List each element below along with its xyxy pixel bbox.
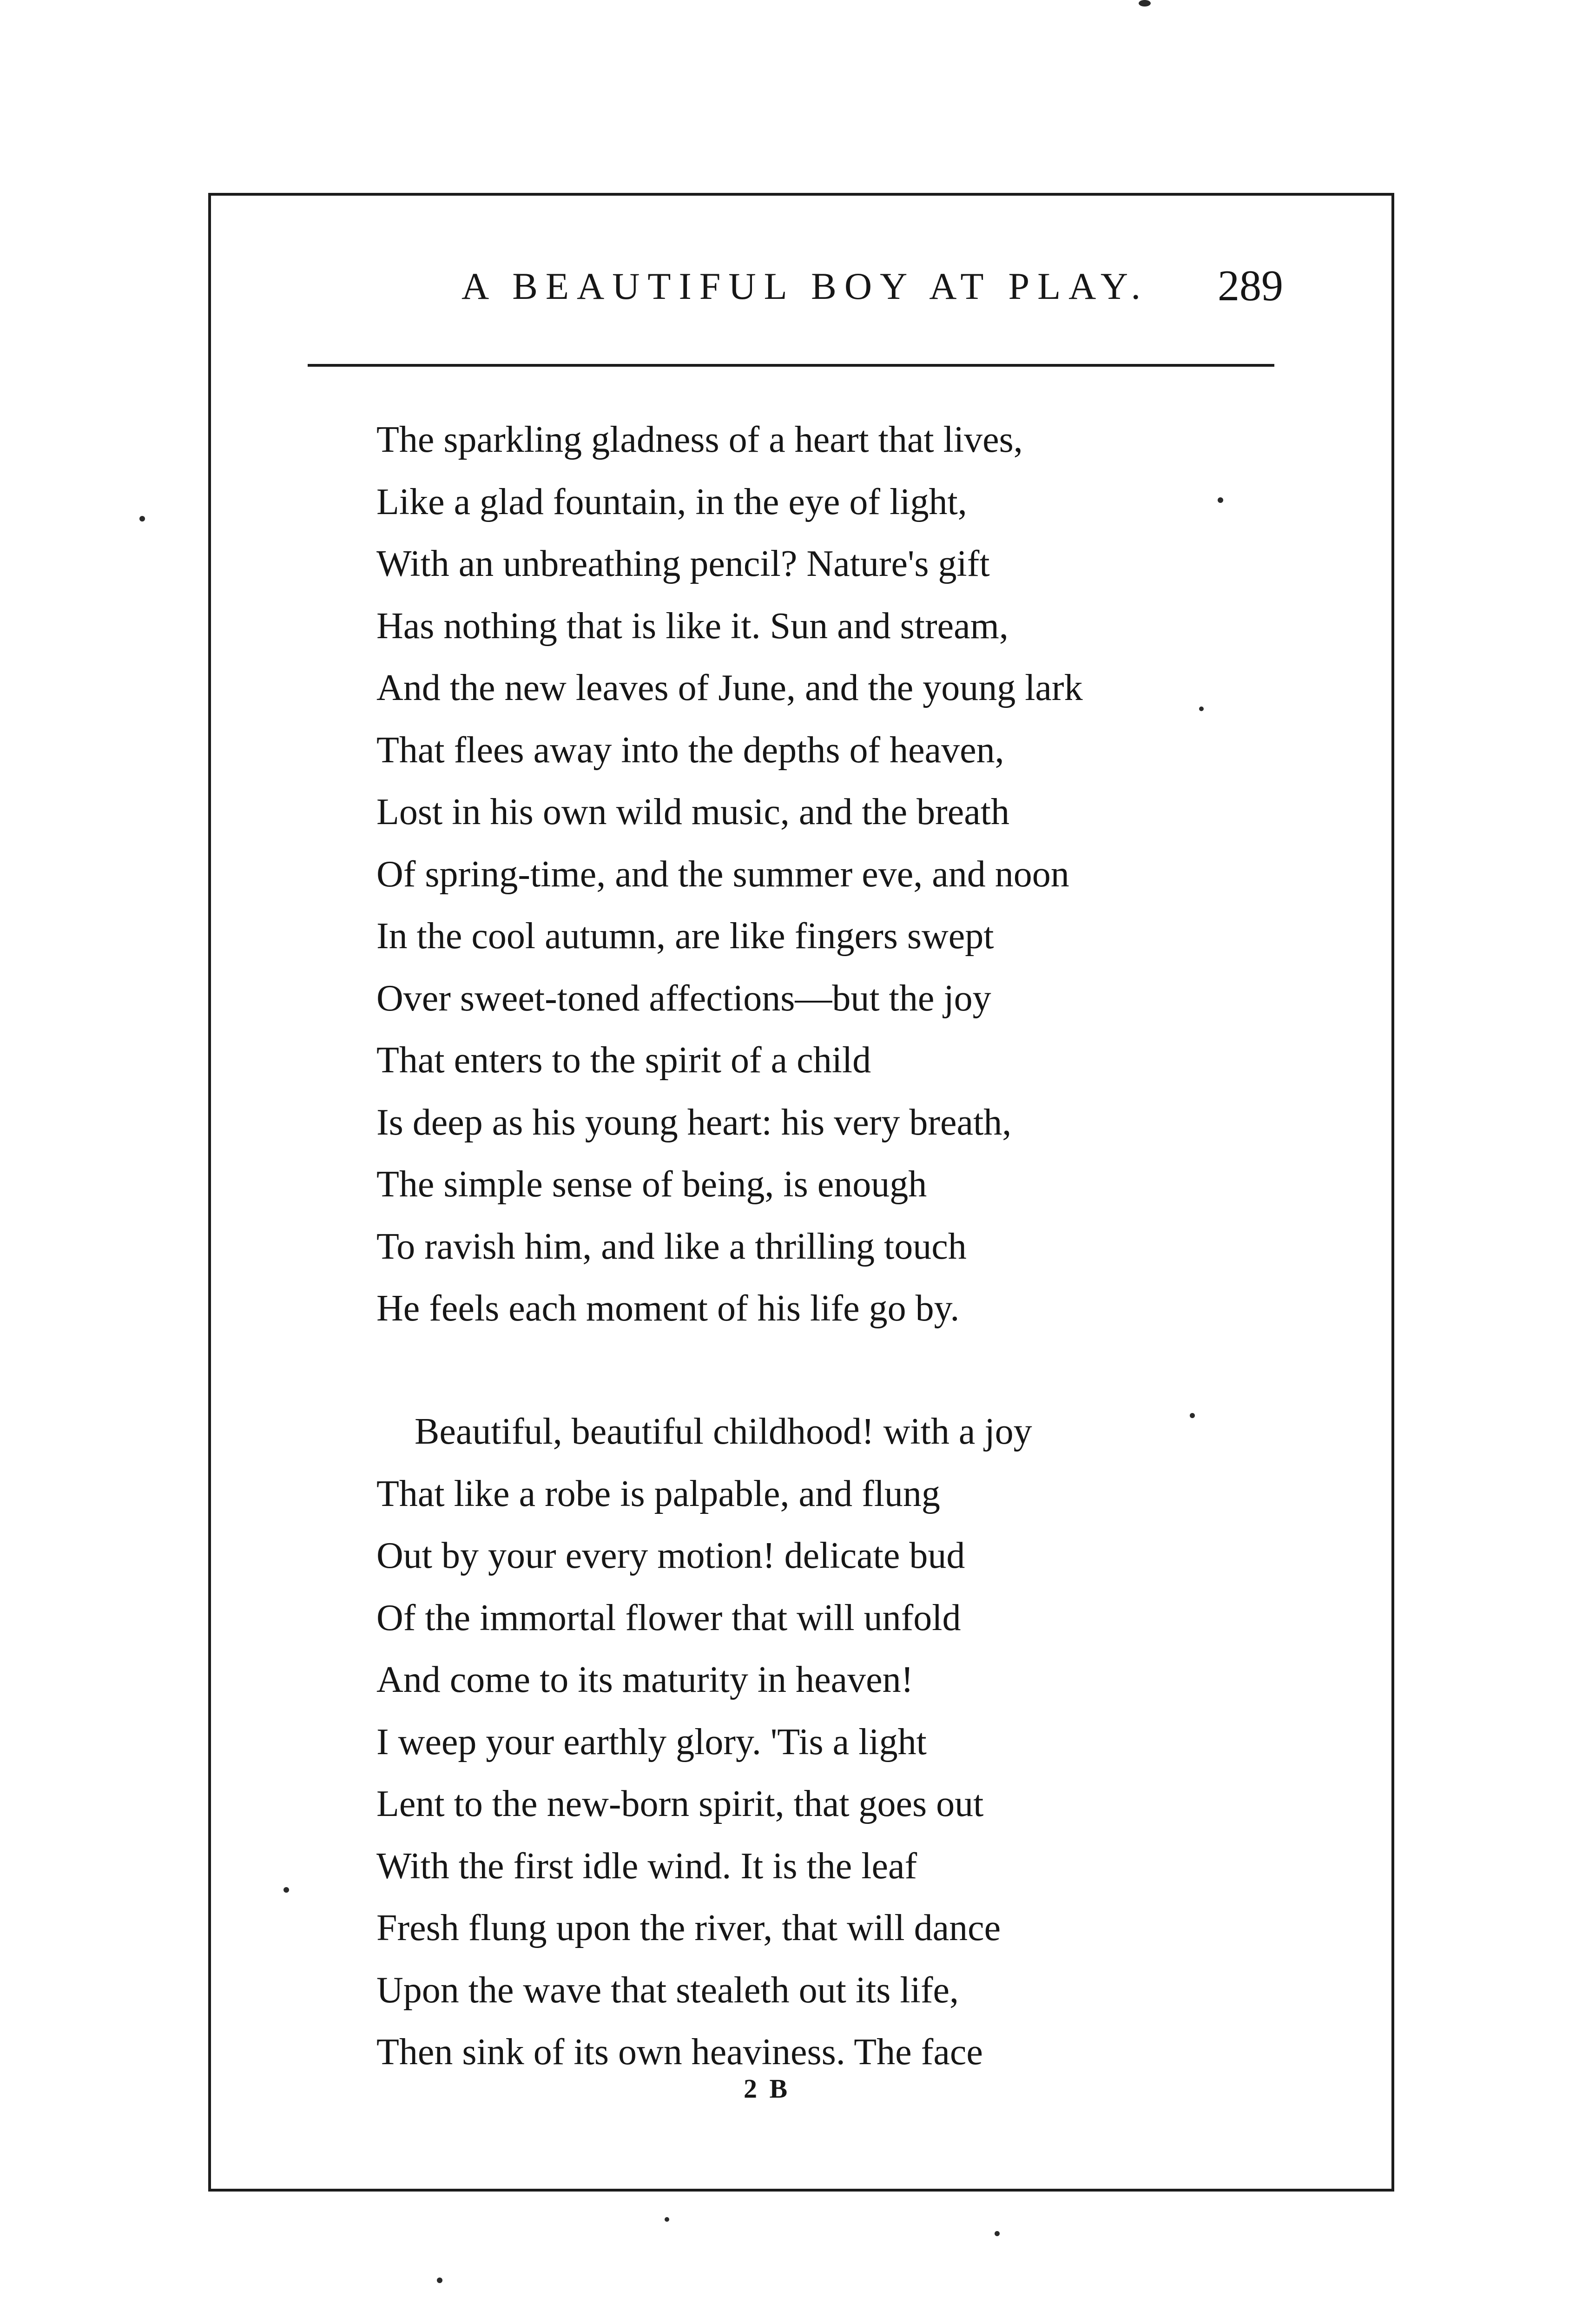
poem-line: With the first idle wind. It is the leaf (376, 1845, 917, 1887)
poem-line: Like a glad fountain, in the eye of light, (376, 481, 967, 522)
poem-line: Lent to the new-born spirit, that goes out (376, 1783, 984, 1824)
stanza-1 (376, 409, 1083, 1340)
poem-line: Over sweet-toned affections—but the joy (376, 977, 991, 1019)
scan-speck (1190, 1413, 1195, 1418)
poem-line: Then sink of its own heaviness. The face (376, 2032, 983, 2073)
poem-line: And the new leaves of June, and the young lark (376, 667, 1083, 708)
poem-line: That flees away into the depths of heaven, (376, 729, 1004, 771)
poem-line: Beautiful, beautiful childhood! with a joy (415, 1411, 1032, 1452)
poem-line: Of spring-time, and the summer eve, and noon (376, 853, 1069, 895)
poem-line: In the cool autumn, are like fingers swept (376, 916, 994, 957)
scan-speck (283, 1887, 289, 1893)
scan-speck (665, 2217, 669, 2222)
poem-line: I weep your earthly glory. 'Tis a light (376, 1721, 927, 1763)
scan-speck (1199, 706, 1204, 711)
poem-line: That like a robe is palpable, and flung (376, 1473, 940, 1514)
poem-line: Upon the wave that stealeth out its life, (376, 1969, 959, 2011)
poem-line: The sparkling gladness of a heart that lives, (376, 419, 1023, 460)
poem-line: And come to its maturity in heaven! (376, 1659, 914, 1700)
poem-line: That enters to the spirit of a child (376, 1040, 871, 1081)
scan-speck (1139, 0, 1151, 7)
poem-line: Has nothing that is like it. Sun and stream, (376, 605, 1009, 647)
poem-line: Fresh flung upon the river, that will dance (376, 1908, 1001, 1948)
poem-line: With an unbreathing pencil? Nature's gift (376, 543, 990, 584)
header-rule (308, 364, 1274, 367)
scan-speck (139, 516, 145, 522)
poem-line: Out by your every motion! delicate bud (376, 1535, 965, 1576)
scan-speck (1218, 497, 1223, 503)
poem-line: To ravish him, and like a thrilling touch (376, 1226, 967, 1267)
poem-line: Of the immortal flower that will unfold (376, 1597, 961, 1638)
poem-line: Is deep as his young heart: his very breath, (376, 1102, 1012, 1143)
running-head: A BEAUTIFUL BOY AT PLAY. (461, 265, 1149, 307)
page-number: 289 (1218, 262, 1283, 310)
scan-speck (995, 2231, 1000, 2236)
poem-line: He feels each moment of his life go by. (376, 1288, 960, 1329)
stanza-2 (376, 1401, 1032, 2084)
scan-speck (437, 2278, 442, 2283)
poem-line: The simple sense of being, is enough (376, 1164, 927, 1205)
poem-line: Lost in his own wild music, and the breath (376, 792, 1010, 832)
signature-mark: 2 B (744, 2073, 791, 2104)
